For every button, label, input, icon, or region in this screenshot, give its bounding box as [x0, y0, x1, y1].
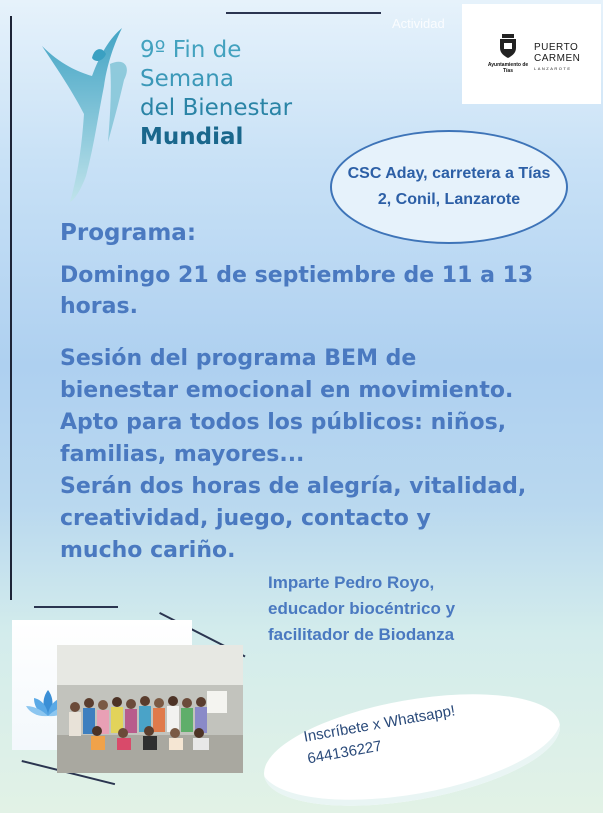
title-line: del Bienestar: [140, 95, 293, 121]
logo-text: LANZAROTE: [534, 66, 572, 71]
dancer-logo-icon: [40, 24, 140, 202]
municipality-name: Ayuntamiento de Tías: [487, 62, 529, 74]
title-line: Semana: [140, 66, 234, 92]
program-heading: Programa:: [60, 220, 197, 246]
description-line: mucho cariño.: [60, 538, 236, 563]
puerto-carmen-logo: [534, 42, 594, 71]
whatsapp-number: 644136227: [306, 737, 384, 768]
program-description: [60, 343, 580, 567]
description-line: bienestar emocional en movimiento.: [60, 378, 514, 403]
title-line: Mundial: [140, 124, 244, 150]
logo-text: PUERTO: [534, 42, 579, 53]
instructor-line: educador biocéntrico y: [268, 599, 456, 618]
description-line: Apto para todos los públicos: niños,: [60, 410, 507, 435]
description-line: creatividad, juego, contacto y: [60, 506, 431, 531]
event-date: Domingo 21 de septiembre de 11 a 13 horas.: [60, 263, 534, 319]
location-badge: [330, 130, 568, 244]
top-divider-line: [226, 12, 381, 14]
municipal-crest-icon: [498, 34, 518, 58]
group-photo: [57, 645, 243, 773]
description-line: familias, mayores...: [60, 442, 305, 467]
description-line: Sesión del programa BEM de: [60, 346, 417, 371]
description-line: Serán dos horas de alegría, vitalidad,: [60, 474, 527, 499]
whatsapp-label: Inscríbete x Whatsapp!: [302, 702, 457, 746]
event-title: [140, 36, 360, 152]
left-short-line: [34, 606, 118, 608]
instructor-info: [268, 570, 548, 648]
left-vertical-line: [10, 16, 12, 600]
instructor-line: Imparte Pedro Royo,: [268, 573, 435, 592]
location-text: CSC Aday, carretera a Tías 2, Conil, Lanzarote: [347, 165, 551, 208]
title-line: 9º Fin de: [140, 37, 242, 63]
instructor-line: facilitador de Biodanza: [268, 625, 455, 644]
sponsor-logos: [462, 4, 601, 104]
logo-text: CARMEN: [534, 53, 581, 64]
watermark-text: Actividad: [392, 16, 445, 31]
